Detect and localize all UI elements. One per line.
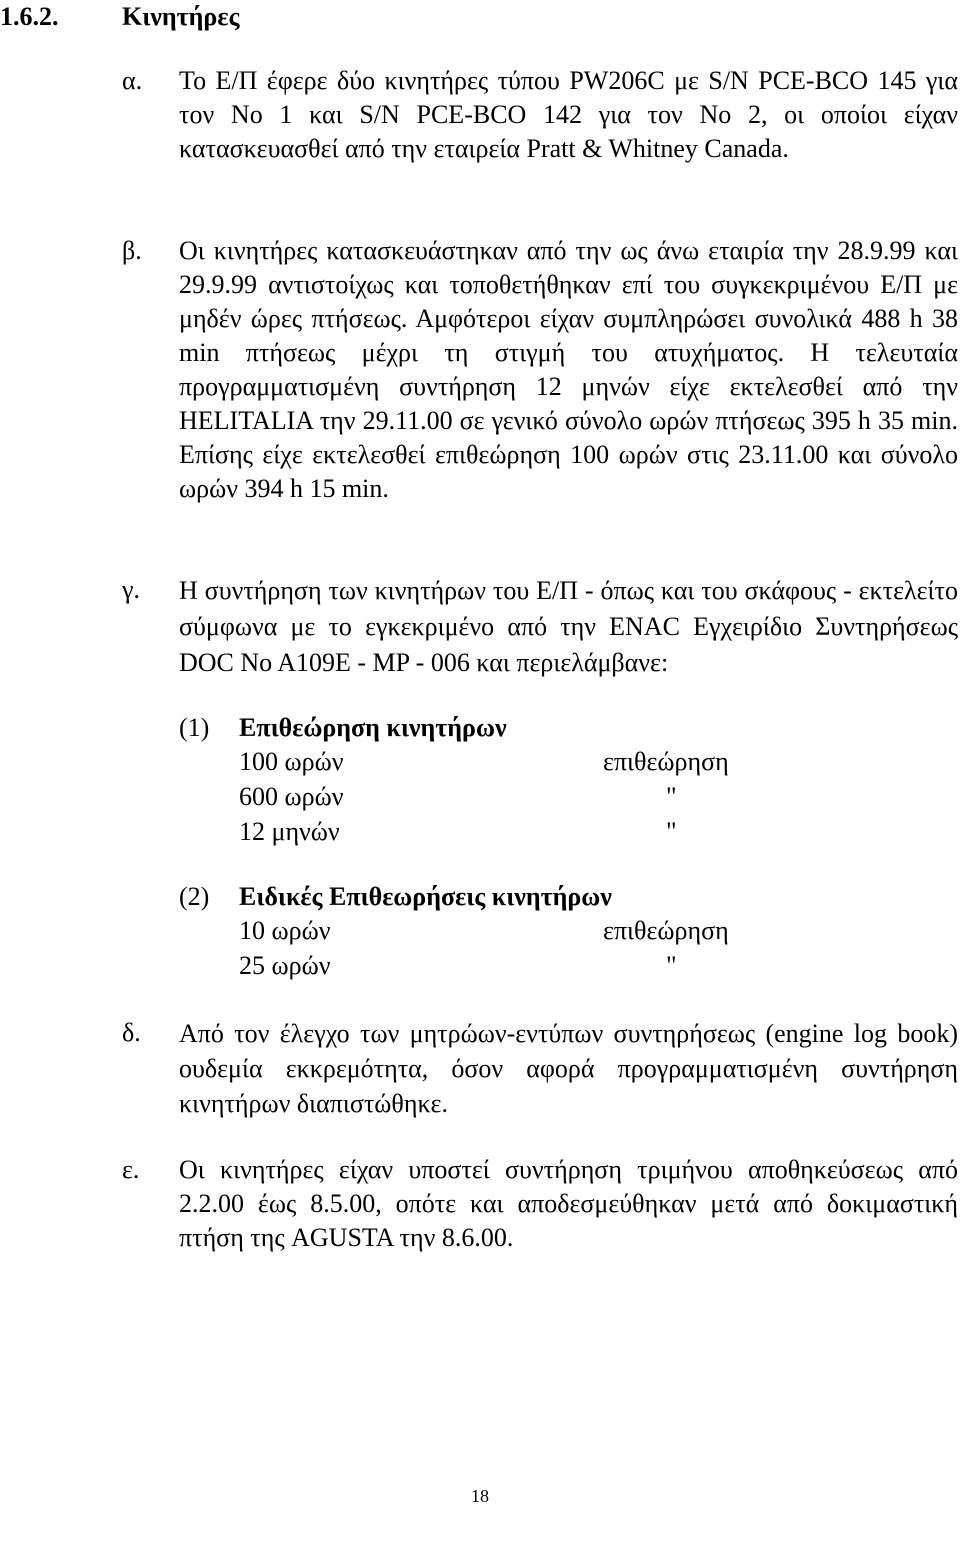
paragraph-epsilon (122, 1153, 958, 1255)
paragraph-gamma (122, 573, 958, 681)
paragraph-marker: α. (122, 66, 143, 95)
paragraph-delta (122, 1016, 958, 1121)
paragraph-marker: β. (122, 236, 142, 265)
subsection-title: Επιθεώρηση κινητήρων (239, 713, 507, 742)
interval-text: 10 ωρών (239, 916, 331, 945)
paragraph-text: Η συντήρηση των κινητήρων του Ε/Π - όπως και του σκάφους - εκτελείτο σύμφωνα με το εγκεκριμένο από την ENAC Εγχειρίδιο Συντηρήσεως DOC No A109E - MP - 006 και περιελάμβανε: (179, 576, 958, 677)
ditto-mark: " (666, 782, 677, 811)
interval-text: 12 μηνών (239, 817, 340, 846)
paragraph-alpha (122, 64, 958, 166)
paragraph-marker: γ. (122, 575, 140, 604)
page-number: 18 (471, 1486, 489, 1506)
inspection-row (239, 914, 799, 948)
paragraph-text: Οι κινητήρες είχαν υποστεί συντήρηση τριμήνου αποθηκεύσεως από 2.2.00 έως 8.5.00, οπότε και αποδεσμεύθηκαν μετά από δοκιμαστική πτήση της AGUSTA την 8.6.00. (179, 1155, 958, 1252)
action-text: επιθεώρηση (603, 916, 729, 945)
subsection-label: (1) (179, 713, 210, 742)
paragraph-marker: ε. (122, 1155, 140, 1184)
paragraph-text: Από τον έλεγχο των μητρώων-εντύπων συντηρήσεως (engine log book) ουδεμία εκκρεμότητα, όσον αφορά προγραμματισμένη συντήρηση κινητήρων διαπιστώθηκε. (179, 1019, 958, 1118)
paragraph-beta (122, 234, 958, 506)
subsection-label: (2) (179, 882, 210, 911)
paragraph-marker: δ. (122, 1018, 141, 1047)
section-title: Κινητήρες (122, 2, 240, 31)
inspection-row (239, 815, 799, 849)
inspection-row (239, 780, 799, 814)
interval-text: 100 ωρών (239, 747, 344, 776)
interval-text: 25 ωρών (239, 951, 331, 980)
interval-text: 600 ωρών (239, 782, 344, 811)
section-number: 1.6.2. (0, 2, 59, 31)
action-text: επιθεώρηση (603, 747, 729, 776)
ditto-mark: " (666, 817, 677, 846)
inspection-row (239, 949, 799, 983)
ditto-mark: " (666, 951, 677, 980)
paragraph-text: Το Ε/Π έφερε δύο κινητήρες τύπου PW206C με S/N PCE-BCO 145 για τον No 1 και S/N PCE-BCO 142 για τον No 2, οι οποίοι είχαν κατασκευασθεί από την εταιρεία Pratt & Whitney Canada. (179, 66, 958, 163)
paragraph-text: Οι κινητήρες κατασκευάστηκαν από την ως άνω εταιρία την 28.9.99 και 29.9.99 αντιστοίχως και τοποθετήθηκαν επί του συγκεκριμένου Ε/Π με μηδέν ώρες πτήσεως. Αμφότεροι είχαν συμπληρώσει συνολικά 488 h 38 min πτήσεως μέχρι τη στιγμή του ατυχήματος. Η τελευταία προγραμματισμένη συντήρηση 12 μηνών είχε εκτελεσθεί από την HELITALIA την 29.11.00 σε γενικό σύνολο ωρών πτήσεως 395 h 35 min. Επίσης είχε εκτελεσθεί επιθεώρηση 100 ωρών στις 23.11.00 και σύνολο ωρών 394 h 15 min. (179, 236, 958, 503)
subsection-title: Ειδικές Επιθεωρήσεις κινητήρων (239, 882, 612, 911)
inspection-row (239, 745, 799, 779)
